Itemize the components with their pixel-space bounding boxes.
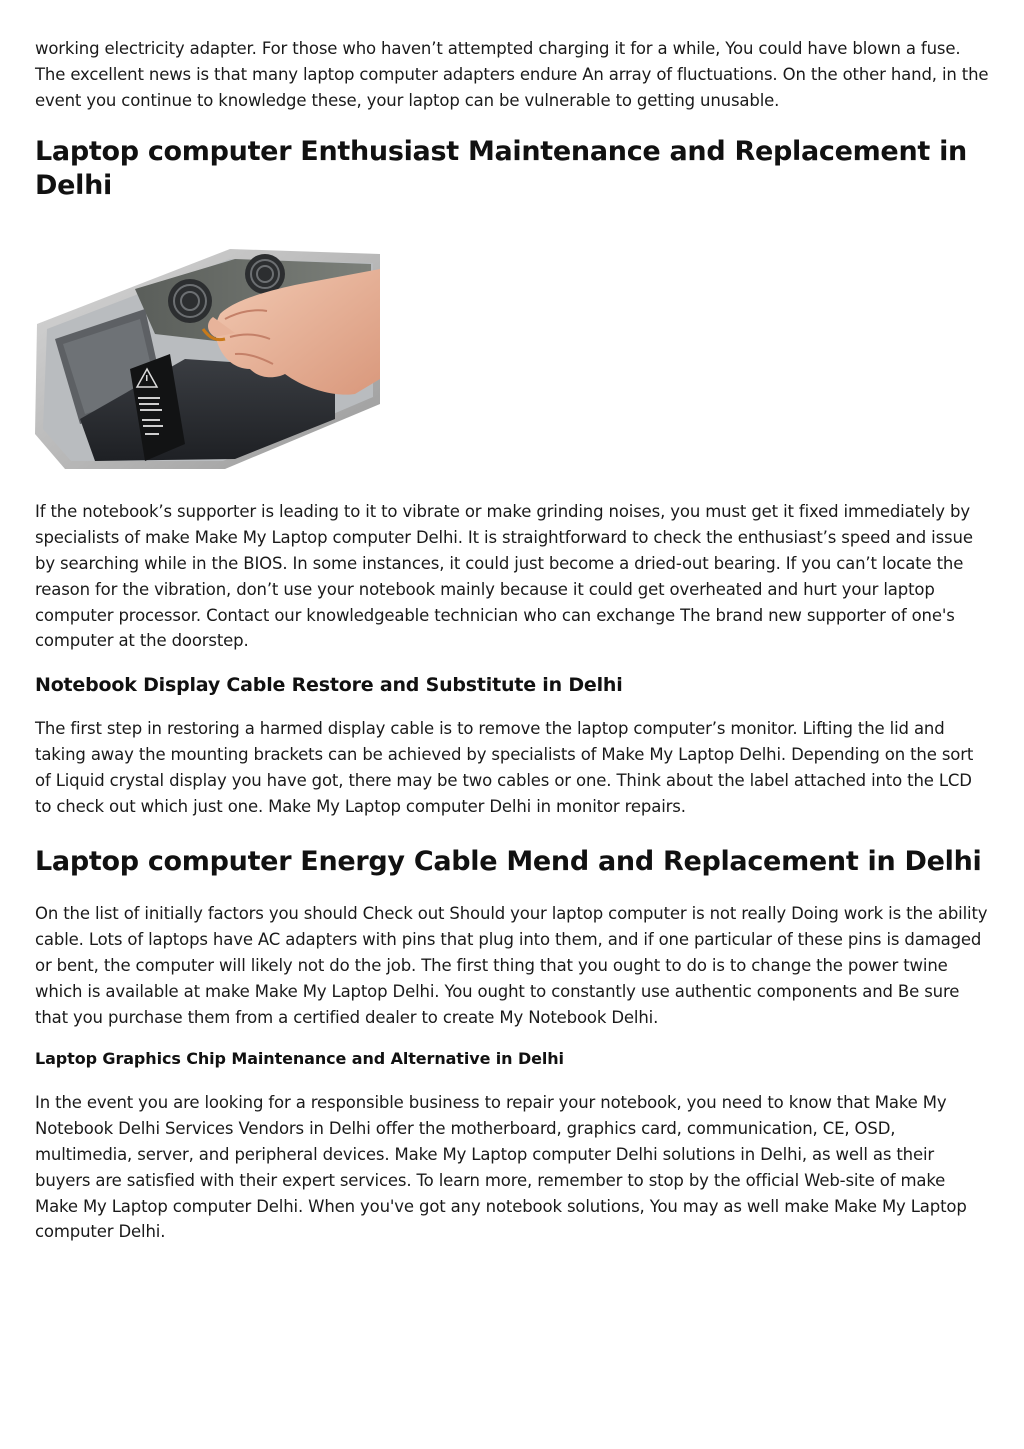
heading-display-cable: Notebook Display Cable Restore and Substitute in Delhi [35,674,623,697]
intro-paragraph: working electricity adapter. For those who haven’t attempted charging it for a while, You could have blown a fuse. The excellent news is that many laptop computer adapters endure An array of fluctuations. On the other hand, in the event you continue to knowledge these, your laptop can be vulnerable to getting unusable. [35,39,989,110]
heading-power-cable: Laptop computer Energy Cable Mend and Replacement in Delhi [35,846,982,878]
heading-fan-replacement: Laptop computer Enthusiast Maintenance and Replacement in Delhi [35,136,967,202]
fan-paragraph: If the notebook’s supporter is leading to it to vibrate or make grinding noises, you must get it fixed immediately by specialists of make Make My Laptop computer Delhi. It is straightforward to check the enthusiast’s speed and issue by searching while in the BIOS. In some instances, it could just become a dried-out bearing. If you can’t locate the reason for the vibration, don’t use your notebook mainly because it could get overheated and hurt your laptop computer processor. Contact our knowledgeable technician who can exchange The brand new supporter of one's computer at the doorstep. [35,502,973,651]
display-cable-paragraph: The first step in restoring a harmed display cable is to remove the laptop computer’s monitor. Lifting the lid and taking away the mounting brackets can be achieved by specialists of Make My Laptop Delhi. Depending on the sort of Liquid crystal display you have got, there may be two cables or one. Think about the label attached into the LCD to check out which just one. Make My Laptop computer Delhi in monitor repairs. [35,719,974,816]
graphics-chip-paragraph: In the event you are looking for a responsible business to repair your notebook, you need to know that Make My Notebook Delhi Services Vendors in Delhi offer the motherboard, graphics card, communication, CE, OSD, multimedia, server, and peripheral devices. Make My Laptop computer Delhi solutions in Delhi, as well as their buyers are satisfied with their expert services. To learn more, remember to stop by the official Web-site of make Make My Laptop computer Delhi. When you've got any notebook solutions, You may as well make Make My Laptop computer Delhi. [35,1093,967,1242]
article [35,36,993,1245]
power-cable-paragraph: On the list of initially factors you should Check out Should your laptop computer is not really Doing work is the ability cable. Lots of laptops have AC adapters with pins that plug into them, and if one particular of these pins is damaged or bent, the computer will likely not do the job. The first thing that you ought to do is to change the power twine which is available at make Make My Laptop Delhi. You ought to constantly use authentic components and Be sure that you purchase them from a certified dealer to create My Notebook Delhi. [35,904,988,1027]
heading-graphics-chip: Laptop Graphics Chip Maintenance and Alternative in Delhi [35,1049,564,1069]
laptop-repair-photo [35,229,993,469]
